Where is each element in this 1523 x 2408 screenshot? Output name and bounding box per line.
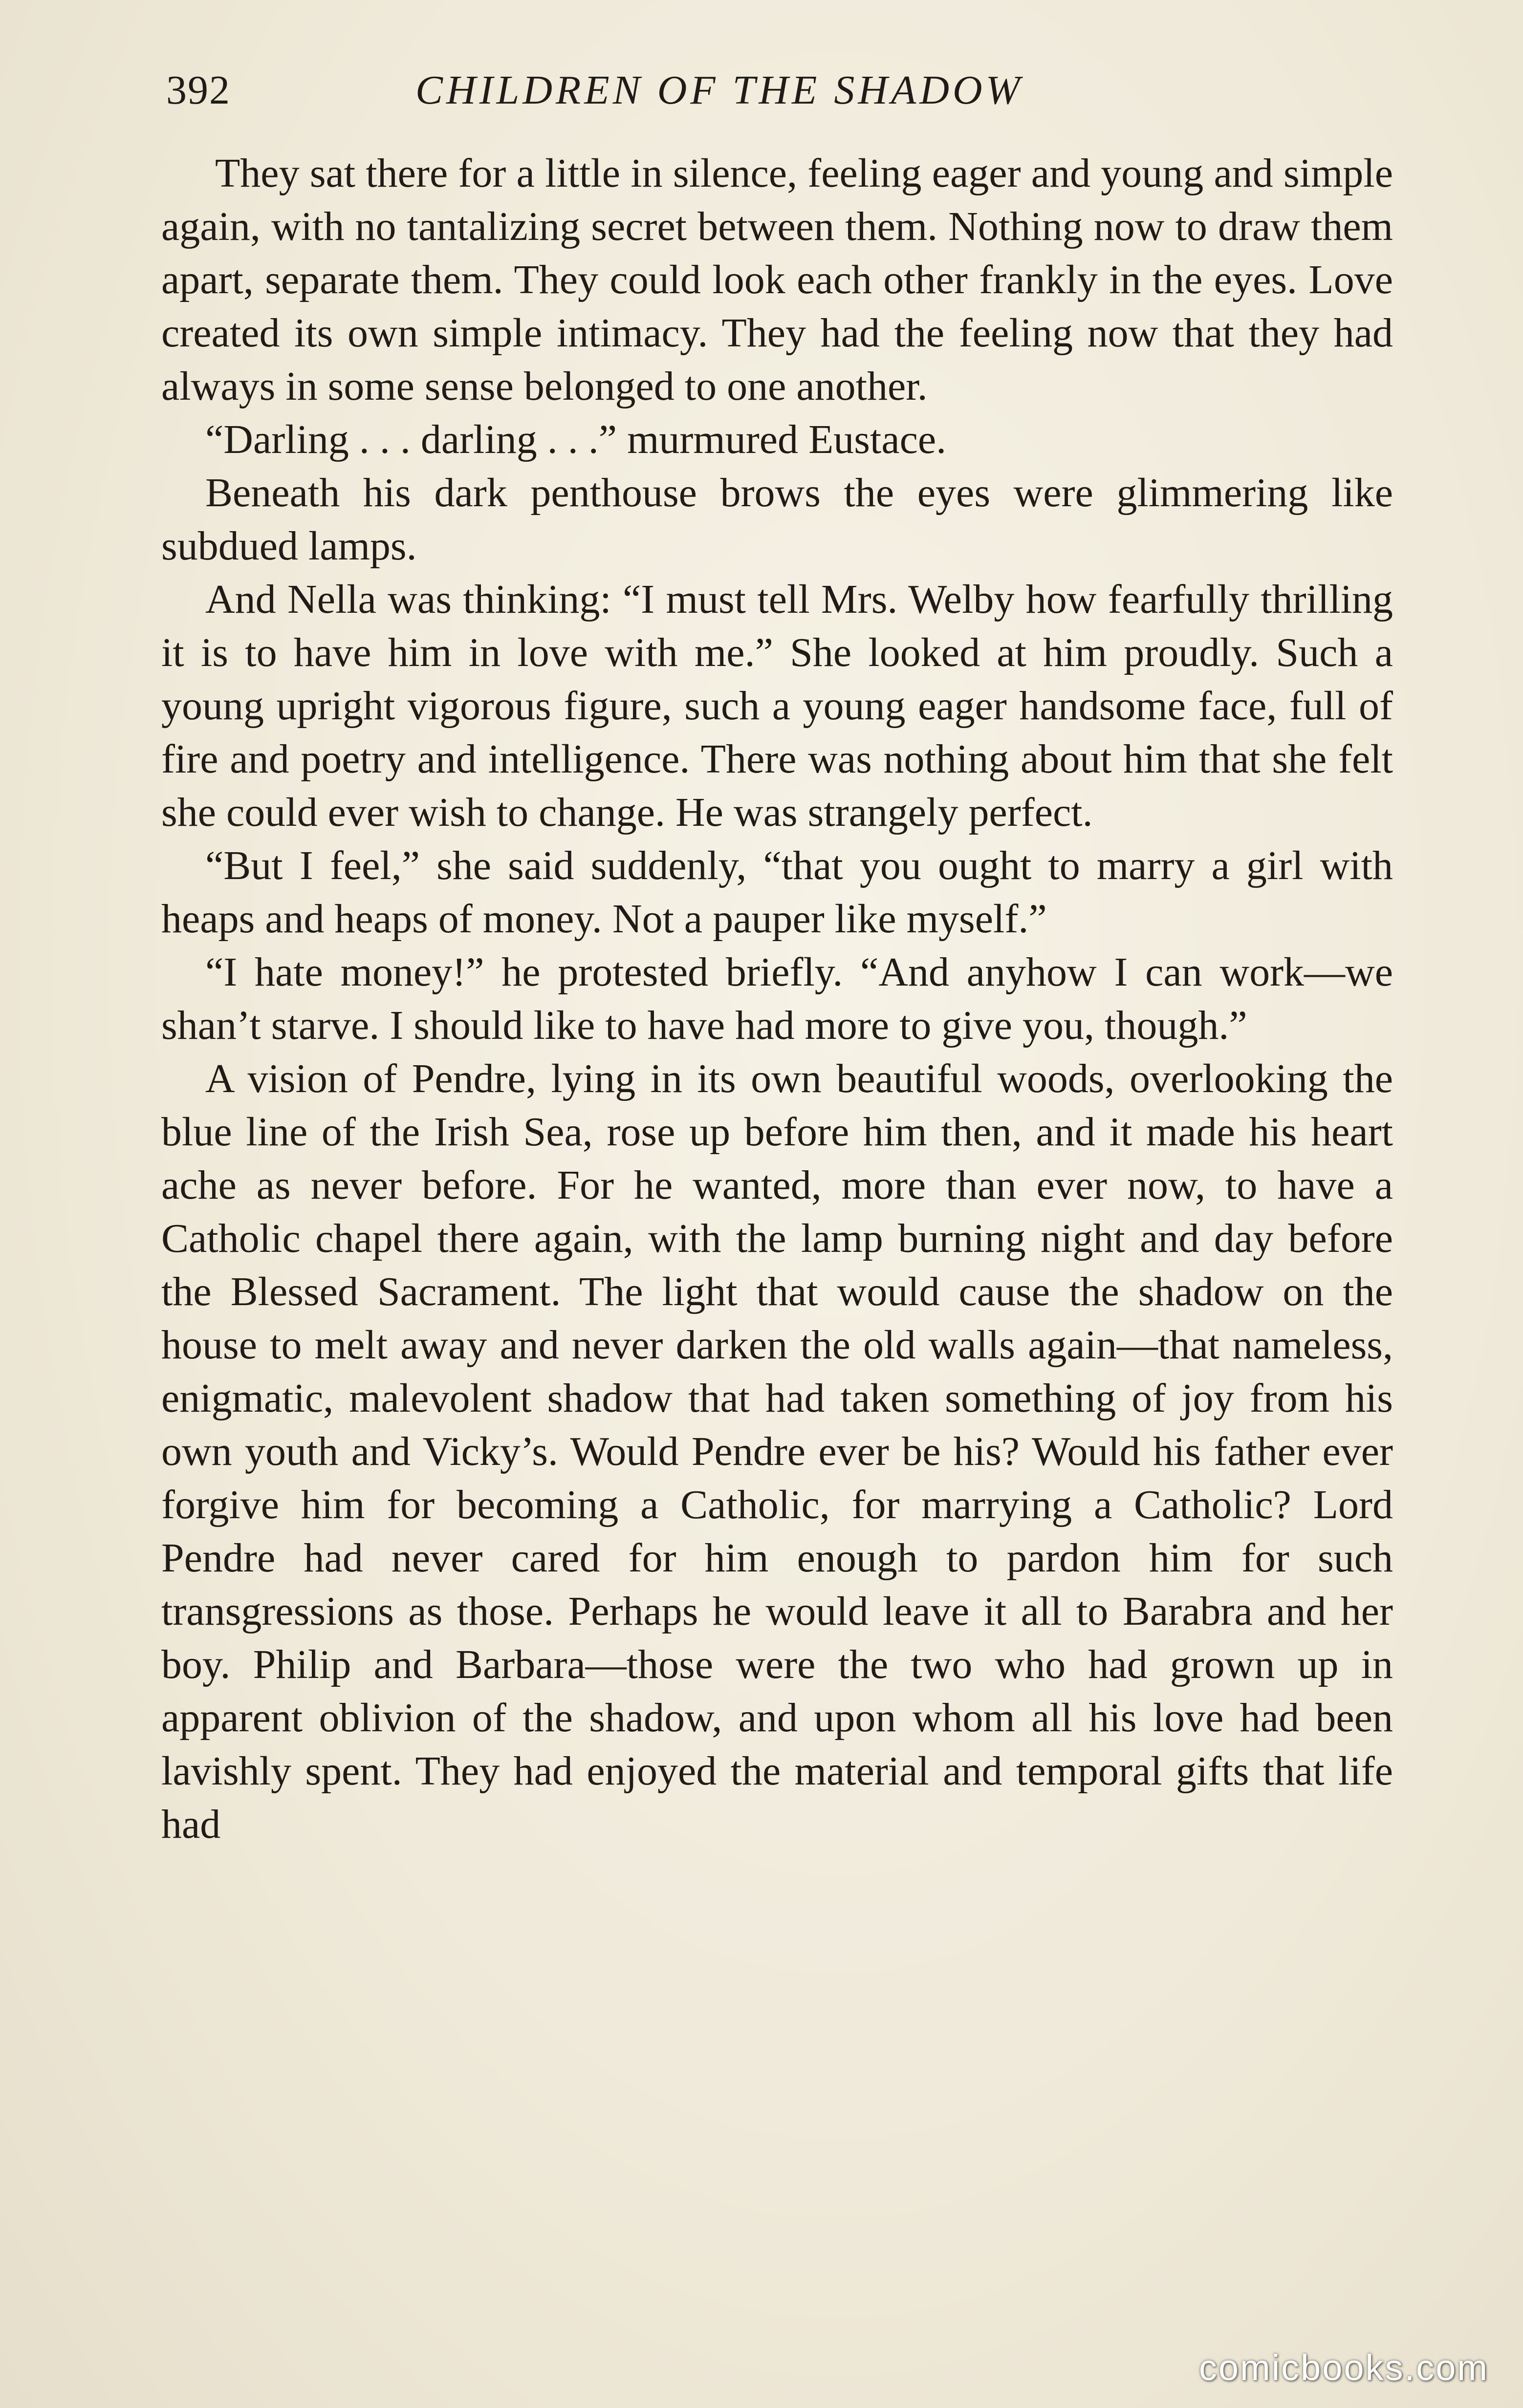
paragraph-6: “I hate money!” he protested briefly. “And anyhow I can work—we shan’t starve. I should like to have had more to give you, though.”	[161, 949, 1393, 1048]
page-number: 392	[166, 67, 231, 113]
paragraph-3: Beneath his dark penthouse brows the eyes were glimmering like subdued lamps.	[161, 470, 1393, 569]
paragraph-2: “Darling . . . darling . . .” murmured Eustace.	[205, 417, 947, 462]
running-head	[166, 59, 1168, 122]
watermark: comicbooks.com	[1198, 2347, 1489, 2388]
paragraph-1: They sat there for a little in silence, feeling eager and young and simple again, with no tantalizing secret between them. Nothing now to draw them apart, separate them. They could look each other frankly in the eyes. Love created its own simple intimacy. They had the feeling now that they had always in some sense belonged to one another.	[161, 150, 1393, 409]
body-text	[161, 147, 1393, 1851]
paragraph-4: And Nella was thinking: “I must tell Mrs. Welby how fearfully thrilling it is to have him in love with me.” She looked at him proudly. Such a young upright vigorous figure, such a young eager handsome face, full of fire and poetry and intelligence. There was nothing about him that she felt she could ever wish to change. He was strangely perfect.	[161, 577, 1393, 835]
running-title: CHILDREN OF THE SHADOW	[415, 67, 1023, 113]
paragraph-5: “But I feel,” she said suddenly, “that you ought to marry a girl with heaps and heaps of money. Not a pauper like myself.”	[161, 843, 1393, 942]
paragraph-7: A vision of Pendre, lying in its own beautiful woods, overlooking the blue line of the Irish Sea, rose up before him then, and it made his heart ache as never before. For he wanted, more than ever now, to have a Catholic chapel there again, with the lamp burning night and day before the Blessed Sacrament. The light that would cause the shadow on the house to melt away and never darken the old walls again—that nameless, enigmatic, malevolent shadow that had taken something of joy from his own youth and Vicky’s. Would Pendre ever be his? Would his father ever forgive him for becoming a Catholic, for marrying a Catholic? Lord Pendre had never cared for him enough to pardon him for such transgressions as those. Perhaps he would leave it all to Barabra and her boy. Philip and Barbara—those were the two who had grown up in apparent oblivion of the shadow, and upon whom all his love had been lavishly spent. They had enjoyed the material and temporal gifts that life had	[161, 1056, 1393, 1847]
